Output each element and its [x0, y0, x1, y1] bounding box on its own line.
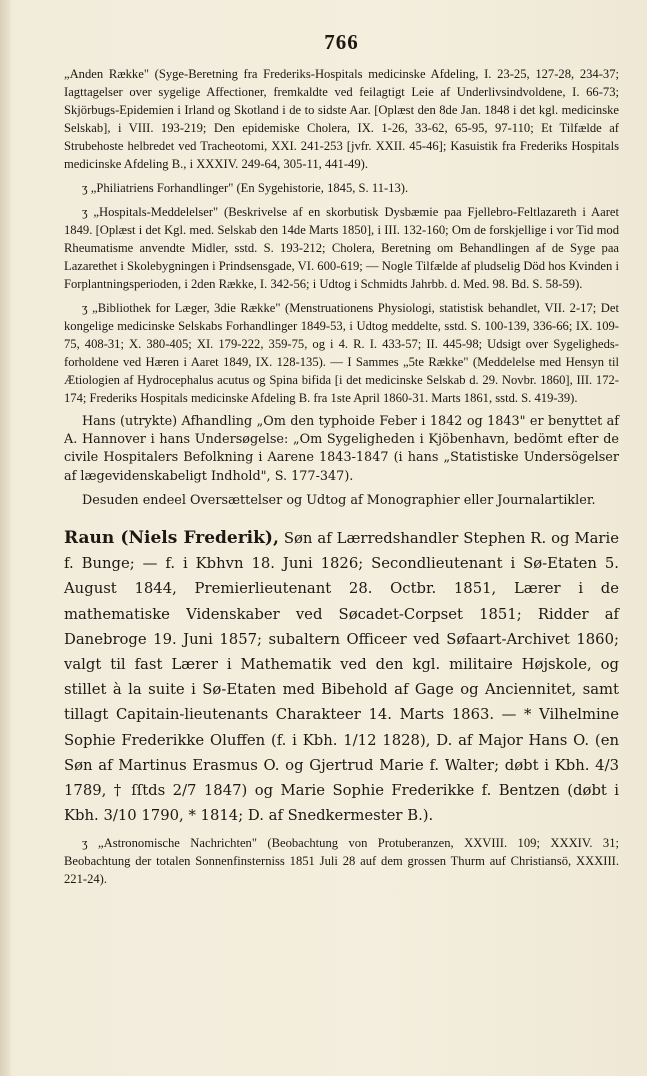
bibliography-paragraph-astronomische: ʒ „Astronomische Nachrichten" (Beobachtung von Protuberanzen, XXVIII. 109; XXXIV. 31; Beobachtung der totalen Sonnenfinsterniss 1851 Juli 28 auf dem grossen Thurm auf Christiansö, XXXIII. 221-24).	[64, 836, 619, 887]
bibliography-paragraph-hospitals-meddelelser: ʒ „Hospitals-Meddelelser" (Beskrivelse af en skorbutisk Dysbæmie paa Fjellebro-Feltlazareth i Aaret 1849. [Oplæst i det Kgl. med. Selskab den 14de Marts 1850], i III. 132-160; Om de forskjellige i vor Tid mod Rheumatisme anvendte Midler, sstd. S. 193-212; Cholera, Beretning om Behandlingen af de Syge paa Lazarethet i Skolebygningen i Prindsensgade, VI. 600-619; — Nogle Tilfælde af pludselig Död hos Kvinden i Forplantningsperioden, i 2den Række, I. 342-56; i Udtog i Schmidts Jahrbb. d. Med. 98. Bd. S. 58-59).	[64, 205, 619, 291]
page-binding-shadow	[0, 0, 10, 1076]
paragraph-unpublished-treatise: Hans (utrykte) Afhandling „Om den typhoide Feber i 1842 og 1843" er benyttet af A. Hannover i hans Undersøgelse: „Om Sygeligheden i Kjöbenhavn, bedömt efter de civile Hospitalers Befolkning i Aarene 1843-1847 (i hans „Statistiske Undersögelser af lægevidenskabeligt Indhold", S. 177-347).	[64, 414, 619, 484]
bottom-margin	[64, 894, 619, 904]
entry-name: Raun (Niels Frederik),	[64, 528, 279, 549]
bibliography-paragraph-anden-raekke: „Anden Række" (Syge-Beretning fra Frederiks-Hospitals medicinske Afdeling, I. 23-25, 127-28, 234-37; Iagttagelser over sygelige Affectioner, fremkaldte ved feilagtigt Leie af Underlivsindvoldene, I. 66-73; Skjörbugs-Epidemien i Irland og Skotland i de to sidste Aar. [Oplæst den 8de Jan. 1848 i det kgl. medicinske Selskab], i VIII. 193-219; Den epidemiske Cholera, IX. 1-26, 33-62, 65-95, 97-110; Et Tilfælde af Strubehoste helbredet ved Tracheotomi, XXI. 241-253 [jvfr. XXII. 45-46]; Kasuistik fra Frederiks Hospitals medicinske Afdeling B., i XXXIV. 249-64, 305-11, 441-49).	[64, 67, 619, 171]
bibliography-paragraph-philiatriens: ʒ „Philiatriens Forhandlinger" (En Sygehistorie, 1845, S. 11-13).	[82, 181, 409, 195]
paragraph-translations: Desuden endeel Oversættelser og Udtog af Monographier eller Journalartikler.	[82, 492, 596, 508]
bibliography-paragraph-bibliothek-for-laeger: ʒ „Bibliothek for Læger, 3die Række" (Menstruationens Physiologi, statistisk behandlet, VII. 2-17; Det kongelige medicinske Selskabs Forhandlinger 1849-53, i Udtog meddelte, sstd. S. 100-139, 336-66; IX. 109-75, 408-31; X. 380-405; XI. 179-222, 359-75, og i 4. R. I. 433-57; II. 445-98; Udsigt over Sygeligheds-forholdene ved Hæren i Aaret 1849, IX. 128-135). — I Sammes „5te Række" (Meddelelse med Hensyn til Ætiologien af Hydrocephalus acutus og Spina bifida [i det medicinske Selskab d. 29. Novbr. 1860], III. 172-174; Frederiks Hospitals medicinske Afdeling B. fra 1ste April 1860-31. Marts 1861, sstd. S. 419-39).	[64, 301, 619, 405]
biographical-entry	[64, 526, 619, 828]
entry-text: Søn af Lærredshandler Stephen R. og Marie f. Bunge; — f. i Kbhvn 18. Juni 1826; Secondlieutenant i Sø-Etaten 5. August 1844, Premierlieutenant 28. Octbr. 1851, Lærer i de mathematiske Videnskaber ved Søcadet-Corpset 1851; Ridder af Danebroge 19. Juni 1857; subaltern Officeer ved Søfaart-Archivet 1860; valgt til fast Lærer i Mathematik ved den kgl. militaire Højskole, og stillet à la suite i Sø-Etaten med Bibehold af Gage og Anciennitet, samt tillagt Capitain-lieutenants Charakteer 14. Marts 1863. — * Vilhelmine Sophie Frederikke Oluffen (f. i Kbh. 1/12 1828), D. af Major Hans O. (en Søn af Martinus Erasmus O. og Gjertrud Marie f. Walter; døbt i Kbh. 4/3 1789, † ſſtds 2/7 1847) og Marie Sophie Frederikke f. Bentzen (døbt i Kbh. 3/10 1790, * 1814; D. af Snedkermester B.).	[64, 530, 619, 825]
page-number: 766	[324, 30, 359, 54]
